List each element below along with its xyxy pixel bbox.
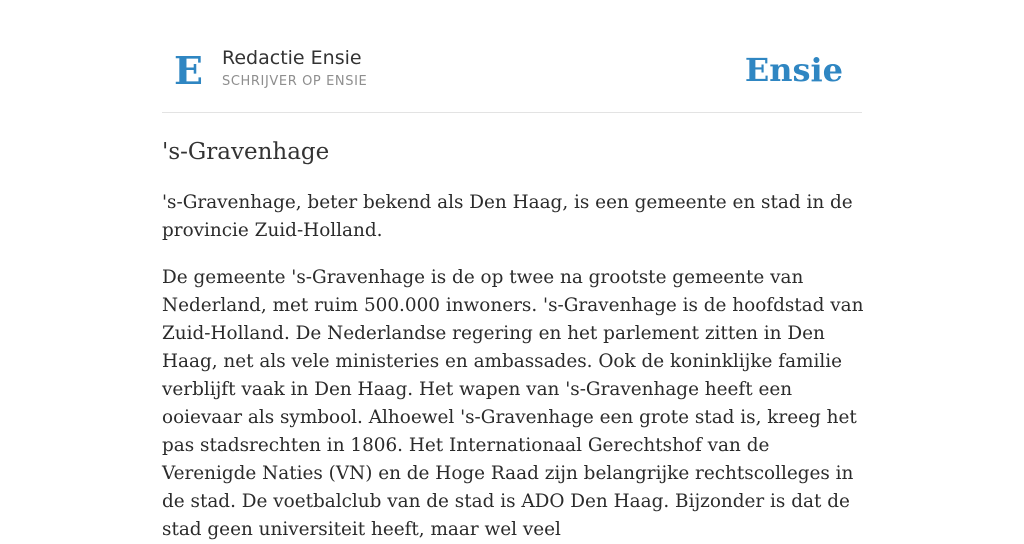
- author-header: [162, 40, 862, 113]
- author-name[interactable]: Redactie Ensie: [222, 47, 362, 69]
- author-role: SCHRIJVER OP ENSIE: [222, 74, 368, 89]
- article-paragraph-intro: 's-Gravenhage, beter bekend als Den Haag, is een gemeente en stad in de provincie Zuid-Holland.: [162, 192, 853, 241]
- author-block: [222, 46, 367, 90]
- brand-logo[interactable]: Ensie: [744, 51, 843, 89]
- article: [162, 134, 867, 544]
- article-paragraph-body: De gemeente 's-Gravenhage is de op twee na grootste gemeente van Nederland, met ruim 500.000 inwoners. 's-Gravenhage is de hoofdstad van Zuid-Holland. De Nederlandse regering en het parlement zitten in Den Haag, net als vele ministeries en ambassades. Ook de koninklijke familie verblijft vaak in Den Haag. Het wapen van 's-Gravenhage heeft een ooievaar als symbool. Alhoewel 's-Gravenhage een grote stad is, kreeg het pas stadsrechten in 1806. Het Internationaal Gerechtshof van de Verenigde Naties (VN) en de Hoge Raad zijn belangrijke rechtscolleges in de stad. De voetbalclub van de stad is ADO Den Haag. Bijzonder is dat de stad geen universiteit heeft, maar wel veel: [162, 267, 864, 540]
- author-avatar-logo[interactable]: E: [174, 48, 203, 93]
- article-title: 's-Gravenhage: [162, 139, 330, 165]
